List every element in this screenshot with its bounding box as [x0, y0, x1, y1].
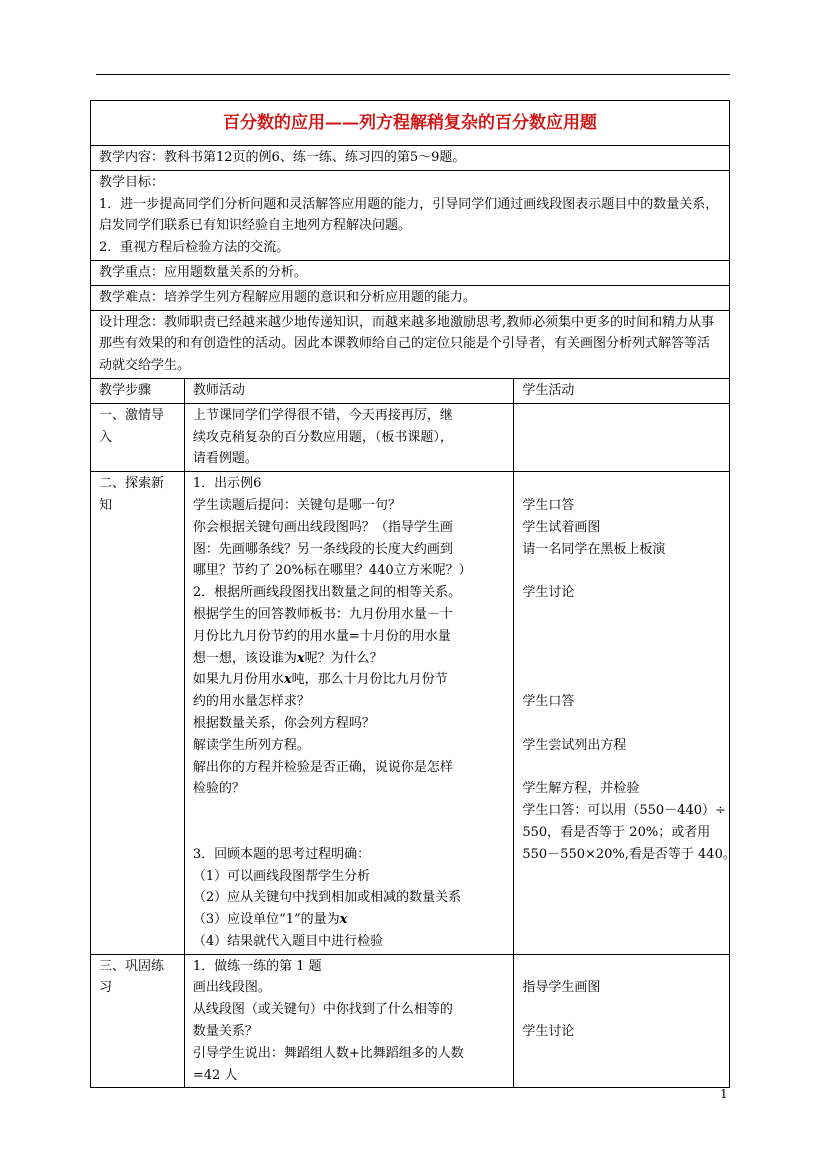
philosophy-row — [91, 310, 730, 378]
goals-label: 教学目标： — [99, 174, 165, 190]
blank-line — [522, 713, 721, 735]
student-activity — [514, 954, 730, 1088]
student-activity — [514, 403, 730, 471]
student-line: 学生口答：可以用（550－440）÷ — [522, 803, 726, 819]
teacher-line: 引导学生说出：舞蹈组人数+比舞蹈组多的人数 — [192, 1045, 464, 1061]
column-header-step: 教学步骤 — [91, 378, 185, 403]
variable-x: x — [339, 912, 348, 928]
goal-item-1: 1．进一步提高同学们分析问题和灵活解答应用题的能力，引导同学们通过画线段图表示题目中的数量关系，启发同学们联系已有知识经验自主地列方程解决问题。 — [99, 196, 719, 234]
student-line: 请一名同学在黑板上板演 — [522, 541, 666, 557]
teacher-line: 解读学生所列方程。 — [192, 737, 310, 753]
teacher-line: 根据学生的回答教师板书：九月份用水量－十 — [192, 606, 453, 622]
teacher-line: 约的用水量怎样求？ — [192, 694, 310, 710]
teacher-line: =42 人 — [192, 1067, 238, 1083]
blank-line — [522, 999, 721, 1021]
step-label: 一、激情导入 — [91, 403, 185, 471]
teacher-line-text: 如果九月份用水 — [192, 672, 284, 688]
teacher-line: 图：先画哪条线？另一条线段的长度大约画到 — [192, 541, 453, 557]
column-header-row — [91, 378, 730, 403]
page-number: 1 — [720, 1087, 728, 1101]
student-line: 学生试着画图 — [522, 519, 601, 535]
title-row — [91, 101, 730, 146]
teacher-line: 续攻克稍复杂的百分数应用题，（板书课题）， — [192, 429, 453, 445]
teacher-line: 月份比九月份节约的用水量=十月份的用水量 — [192, 628, 451, 644]
teacher-line: 1．出示例6 — [192, 476, 262, 492]
teacher-activity — [184, 472, 514, 955]
teacher-activity — [184, 954, 514, 1088]
lesson-plan-table — [90, 100, 736, 1088]
column-header-teacher: 教师活动 — [184, 378, 514, 403]
teacher-line: （2）应从关键句中找到相加或相减的数量关系 — [192, 890, 462, 906]
student-line: 学生讨论 — [522, 585, 575, 601]
blank-line — [522, 956, 721, 978]
blank-line — [522, 648, 721, 670]
goal-item-2: 2．重视方程后检验方法的交流。 — [99, 240, 290, 256]
design-philosophy-text: 设计理念：教师职责已经越来越少地传递知识，而越来越多地激励思考,教师必须集中更多的时间和精力从事那些有效果的和有创造性的活动。因此本课教师给自己的定位只能是个引导者，有关画图分析列式解答等活动就交给学生。 — [99, 314, 715, 374]
key-point-row — [91, 260, 730, 285]
variable-x: x — [283, 672, 292, 688]
step-row-intro — [91, 403, 730, 471]
teacher-line-tail: 吨，那么十月份比九月份节 — [291, 672, 448, 688]
design-philosophy — [91, 310, 730, 378]
blank-line — [522, 626, 721, 648]
teacher-line-tail: 呢？为什么？ — [304, 650, 383, 666]
header-rule — [96, 74, 730, 75]
student-line: 指导学生画图 — [522, 980, 601, 996]
variable-x: x — [296, 650, 305, 666]
teacher-line: 请看例题。 — [192, 451, 258, 467]
teacher-line: 哪里？节约了 20%标在哪里？440立方米呢？） — [192, 563, 472, 579]
teacher-line: 3．回顾本题的思考过程明确： — [192, 846, 371, 862]
teacher-line — [193, 648, 506, 670]
teaching-goals — [91, 170, 730, 260]
teaching-content: 教学内容：教科书第12页的例6、练一练、练习四的第5～9题。 — [91, 146, 730, 171]
teacher-line: 1．做练一练的第 1 题 — [192, 958, 322, 974]
teacher-line: 你会根据关键句画出线段图吗？（指导学生画 — [192, 519, 453, 535]
page-title: 百分数的应用——列方程解稍复杂的百分数应用题 — [91, 101, 730, 146]
teacher-line — [193, 669, 506, 691]
student-line: 学生口答 — [522, 497, 575, 513]
teacher-line: 数量关系？ — [192, 1024, 258, 1040]
teacher-line — [193, 909, 506, 931]
blank-line — [193, 800, 506, 822]
teacher-line: （4）结果就代入题目中进行检验 — [192, 933, 384, 949]
column-header-student: 学生活动 — [514, 378, 730, 403]
student-line: 学生讨论 — [522, 1024, 575, 1040]
difficulty-row — [91, 285, 730, 310]
teacher-line: 学生读题后提问：关键句是哪一句？ — [192, 497, 401, 513]
blank-line — [522, 669, 721, 691]
content-row — [91, 146, 730, 171]
teacher-line: 检验的？ — [192, 781, 245, 797]
student-line: 550，看是否等于 20%；或者用 — [522, 824, 711, 840]
teacher-activity — [184, 403, 514, 471]
step-label: 二、探索新知 — [91, 472, 185, 955]
student-line: 学生解方程，并检验 — [522, 781, 640, 797]
blank-line — [522, 757, 721, 779]
teacher-line: 画出线段图。 — [192, 980, 271, 996]
teacher-line: （1）可以画线段图帮学生分析 — [192, 868, 371, 884]
difficulty: 教学难点：培养学生列方程解应用题的意识和分析应用题的能力。 — [91, 285, 730, 310]
student-line: 学生尝试列出方程 — [522, 737, 627, 753]
blank-line — [522, 604, 721, 626]
blank-line — [522, 560, 721, 582]
goals-row — [91, 170, 730, 260]
step-row-explore — [91, 472, 730, 955]
blank-line — [522, 473, 721, 495]
teacher-line: 解出你的方程并检验是否正确，说说你是怎样 — [192, 759, 453, 775]
teacher-line: 2．根据所画线段图找出数量之间的相等关系。 — [192, 585, 462, 601]
teacher-line-text: 想一想，该设谁为 — [192, 650, 297, 666]
student-activity — [514, 472, 736, 955]
teacher-line: 从线段图（或关键句）中你找到了什么相等的 — [192, 1002, 453, 1018]
key-point: 教学重点：应用题数量关系的分析。 — [91, 260, 730, 285]
teacher-line: 上节课同学们学得很不错，今天再接再厉，继 — [192, 407, 453, 423]
student-line: 学生口答 — [522, 694, 575, 710]
step-row-practice — [91, 954, 730, 1088]
teacher-line-text: （3）应设单位“1”的量为 — [192, 912, 340, 928]
teacher-line: 根据数量关系，你会列方程吗？ — [192, 715, 375, 731]
student-line: 550－550×20%,看是否等于 440。 — [522, 846, 736, 862]
blank-line — [193, 822, 506, 844]
step-label: 三、巩固练习 — [91, 954, 185, 1088]
